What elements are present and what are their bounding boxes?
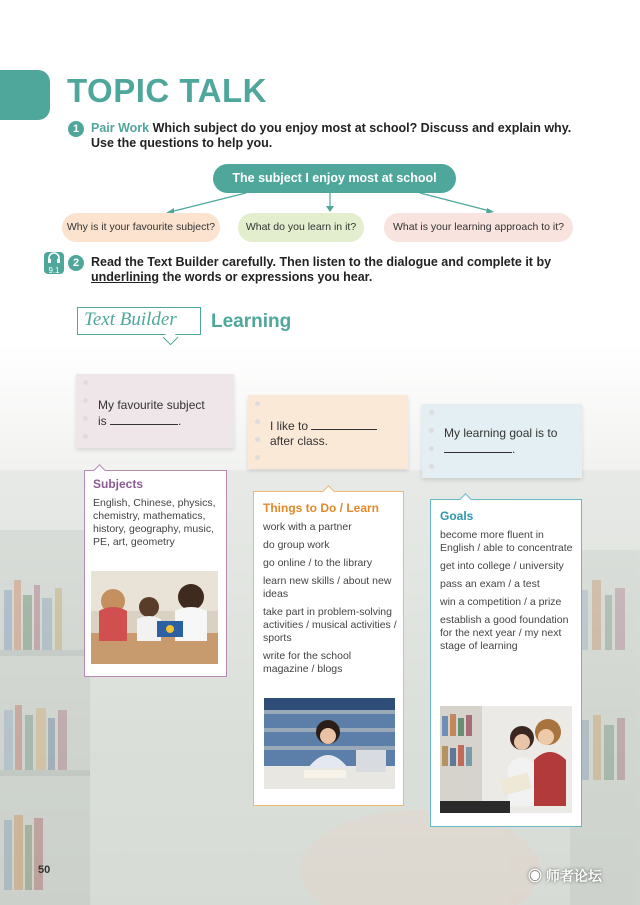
goals-item: get into college / university (440, 560, 564, 572)
things-item: go online / to the library (263, 557, 373, 569)
blank-line[interactable] (444, 441, 512, 453)
blank-line[interactable] (110, 413, 178, 425)
card-pointer (93, 464, 106, 477)
note-goal-period: . (512, 442, 516, 456)
goals-item: establish a good foundation for the next year / my next stage of learning (440, 614, 569, 652)
note-goal-line-1: My learning goal is to (444, 426, 558, 440)
things-item: work with a partner (263, 521, 352, 533)
goals-item: win a competition / a prize (440, 596, 562, 608)
note-activity-line-2: after class. (270, 434, 329, 448)
things-to-do-card (253, 491, 404, 806)
question-2-part-a: Read the Text Builder carefully. Then listen to the dialogue and complete it by (91, 255, 552, 269)
sentence-frame-activity (248, 395, 408, 469)
subjects-card (84, 470, 227, 677)
page-number: 50 (38, 864, 51, 876)
things-item: take part in problem-solving activities / musical activities / sports (263, 606, 397, 644)
things-heading: Things to Do / Learn (263, 501, 379, 515)
note-activity-line-1: I like to (270, 419, 309, 433)
question-2-text (91, 255, 581, 285)
sentence-frame-goal (422, 404, 582, 478)
students-reading-photo (440, 706, 572, 813)
question-2-part-b: the words or expressions you hear. (159, 270, 373, 284)
things-item: learn new skills / about new ideas (263, 575, 392, 600)
question-number-2: 2 (68, 255, 84, 271)
text-builder-label: Text Builder (84, 309, 177, 330)
note-subject-line-1: My favourite subject (98, 398, 205, 412)
mindmap-question-approach: What is your learning approach to it? (384, 213, 573, 242)
things-item: do group work (263, 539, 330, 551)
subjects-heading: Subjects (93, 477, 144, 491)
students-lab-photo (91, 571, 218, 664)
mindmap-center: The subject I enjoy most at school (213, 164, 456, 193)
watermark-text: 师者论坛 (545, 868, 602, 884)
note-holes (83, 380, 88, 452)
note-holes (429, 410, 434, 482)
audio-track-icon[interactable] (44, 252, 64, 274)
note-subject-is: is (98, 414, 107, 428)
student-library-photo (264, 698, 395, 789)
question-2-underlined: underlining (91, 270, 160, 284)
note-goal-text (444, 426, 557, 457)
sentence-frame-subject (76, 374, 234, 448)
goals-item: pass an exam / a test (440, 578, 540, 590)
note-subject-text (98, 398, 205, 429)
things-item: write for the school magazine / blogs (263, 650, 352, 675)
text-builder-heading: Learning (211, 311, 292, 332)
mindmap-question-why: Why is it your favourite subject? (62, 213, 220, 242)
page-title: TOPIC TALK (67, 72, 267, 109)
goals-heading: Goals (440, 509, 474, 523)
question-1-body: Which subject do you enjoy most at school? Discuss and explain why. Use the questions to help you. (91, 121, 572, 150)
wechat-icon: ◉ (528, 868, 542, 884)
note-subject-period: . (178, 414, 182, 428)
watermark (528, 866, 602, 886)
question-number-1: 1 (68, 121, 84, 137)
subjects-list: English, Chinese, physics, chemistry, mathematics, history, geography, music, PE, art, geometry (93, 497, 216, 548)
blank-line[interactable] (311, 418, 377, 430)
pair-work-label: Pair Work (91, 121, 150, 135)
goals-card (430, 499, 582, 827)
goals-item: become more fluent in English / able to concentrate (440, 529, 573, 554)
mindmap-question-what: What do you learn in it? (238, 213, 364, 242)
audio-track-number: 9.1 (48, 266, 60, 275)
note-holes (255, 401, 260, 473)
note-activity-text (270, 418, 377, 449)
